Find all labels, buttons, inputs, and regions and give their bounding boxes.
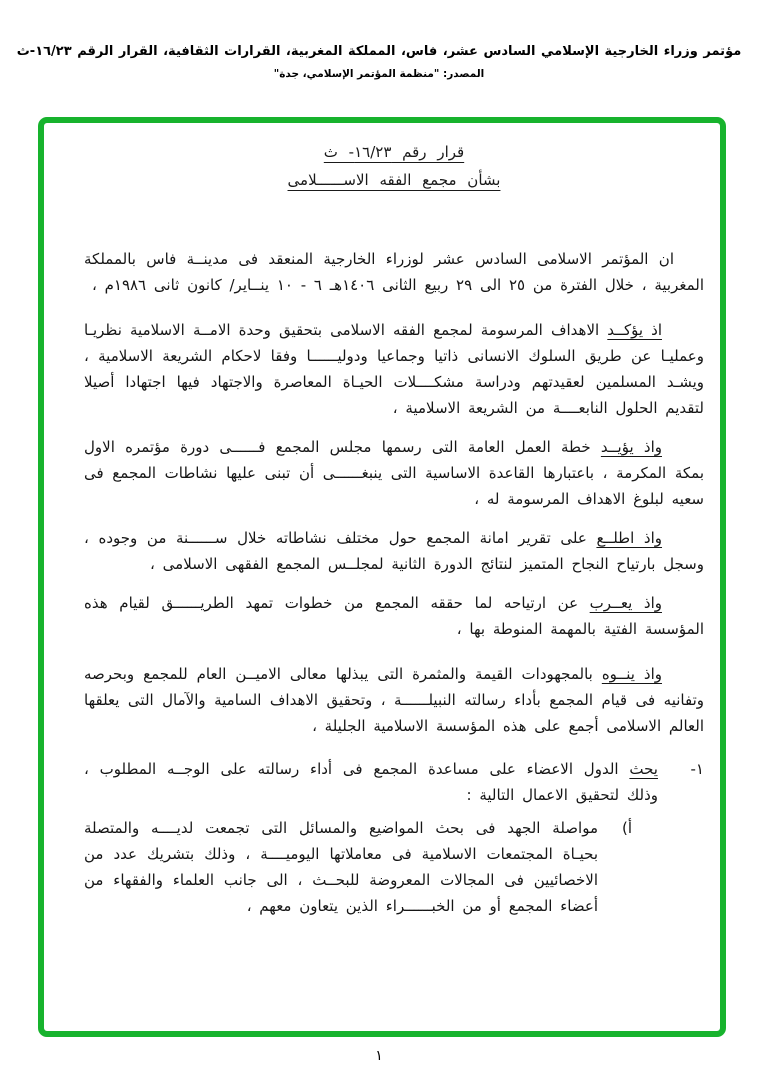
list-subitem-a	[84, 815, 632, 919]
paragraph-commends	[84, 661, 704, 739]
paragraph-text: بالمجهودات القيمة والمثمرة التى يبذلها معالى الاميــن العام للمجمع وبحرصه وتفانيه فى قيام المجمع بأداء رسالته النبيلــــــة ، وتحقيق الاهداف السامية والآمال التى يعلقها العالم الاسلامى أجمع على هذه المؤسسة الاسلامية الجليلة ،	[84, 665, 704, 735]
paragraph-expresses	[84, 590, 704, 642]
paragraph-text: على تقرير امانة المجمع حول مختلف نشاطاته خلال ســــــنة من وجوده ، وسجل بارتياح النجاح المتميز لنتائج الدورة الثانية لمجلــس المجمع الفقهى الاسلامى ،	[84, 529, 704, 573]
lead-word: اذ يؤكــد	[607, 321, 662, 339]
resolution-body	[84, 246, 704, 919]
lead-word: واذ ينــوه	[601, 665, 662, 683]
paragraph-text: الاهداف المرسومة لمجمع الفقه الاسلامى بتحقيق وحدة الامــة الاسلامية نظريـا وعمليـا عن طريق السلوك الانسانى ذاتيا وجماعيا ودوليــــــا وفقا لاحكام الشريعة الاسلامية ، ويشـد المسلمين لعقيدتهم ودراسة مشكــــلات الحيـاة المعاصرة والاجتهاد فيها اجتهادا أصيلا لتقديم الحلول النابعــــة من الشريعة الاسلامية ،	[84, 321, 704, 417]
green-frame	[38, 117, 726, 1037]
paragraph-text: خطة العمل العامة التى رسمها مجلس المجمع فــــــى دورة مؤتمره الاول بمكة المكرمة ، باعتبارها القاعدة الاساسية التى ينبغــــــى أن تبنى عليها نشاطات المجمع فى سعيه لبلوغ الاهداف المرسومة له ،	[84, 438, 704, 508]
header-title: مؤتمر وزراء الخارجية الإسلامي السادس عشر، فاس، المملكة المغربية، القرارات الثقافية، القرار الرقم ١٦/٢٣-ث	[16, 44, 742, 59]
lead-word: واذ اطلــع	[596, 529, 663, 547]
document-header	[0, 44, 758, 80]
page-number: ١	[375, 1048, 383, 1064]
resolution-number: قرار رقم ١٦/٢٣- ث	[323, 143, 465, 161]
lead-word: واذ يؤيــد	[600, 438, 662, 456]
paragraph-reviewed	[84, 525, 704, 577]
list-item-1	[84, 756, 704, 919]
subitem-text: مواصلة الجهد فى بحث المواضيع والمسائل التى تجمعت لديــــه والمتصلة بحيـاة المجتمعات الاسلامية فى معاملاتها اليوميــــة ، وذلك بتشريك عدد من الاخصائيين فى المجالات المعروضة للبحــث ، الى جانب العلماء والفقهاء من أعضاء المجمع أو من الخبــــــراء الذين يتعاون معهم ،	[84, 819, 598, 915]
item-number: ١-	[690, 760, 704, 778]
paragraph-preamble	[84, 246, 704, 298]
paragraph-affirms	[84, 317, 704, 421]
item-text: الدول الاعضاء على مساعدة المجمع فى أداء رسالته على الوجــه المطلوب ، وذلك لتحقيق الاعمال التالية :	[84, 760, 658, 804]
paragraph-supports	[84, 434, 704, 512]
resolution-subject: بشأن مجمع الفقه الاســــــلامى	[287, 171, 501, 189]
lead-word: يحث	[629, 760, 658, 778]
paragraph-text: عن ارتياحه لما حققه المجمع من خطوات تمهد الطريــــــق لقيام هذه المؤسسة الفتية بالمهمة المنوطة بها ،	[84, 594, 704, 638]
header-source: المصدر: "منظمة المؤتمر الإسلامي، جدة"	[273, 68, 485, 80]
paragraph-text: ان المؤتمر الاسلامى السادس عشر لوزراء الخارجية المنعقد فى مدينــة فاس بالمملكة المغربية ، خلال الفترة من ٢٥ الى ٢٩ ربيع الثانى ١٤٠٦هـ ٦ - ١٠ ينــاير/ كانون ثانى ١٩٨٦م ،	[84, 250, 704, 294]
resolution-title	[84, 139, 704, 194]
lead-word: واذ يعــرب	[589, 594, 662, 612]
subitem-label: أ)	[621, 819, 632, 837]
